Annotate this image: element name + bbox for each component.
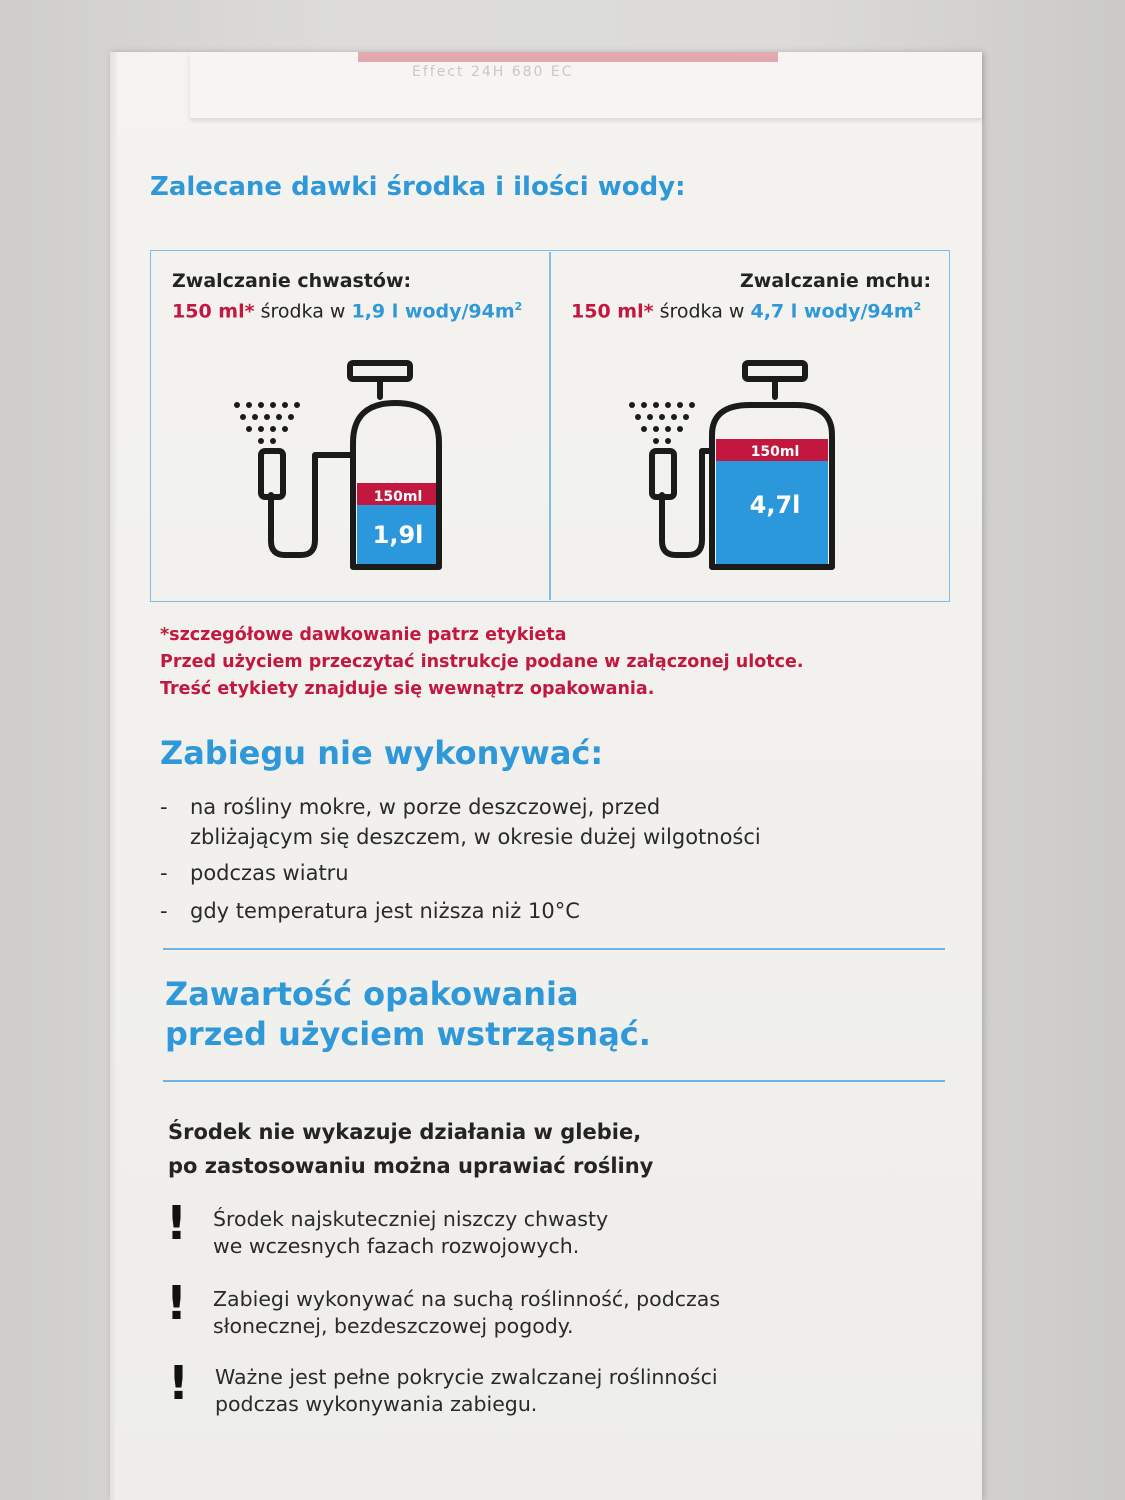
soil-line: Środek nie wykazuje działania w glebie,	[168, 1120, 642, 1144]
soil-notice	[168, 1115, 653, 1183]
weeds-water: 1,9 l wody/94m	[351, 300, 515, 323]
weeds-title: Zwalczanie chwastów:	[172, 270, 412, 292]
sprayer-weeds-icon	[225, 355, 465, 580]
divider	[163, 948, 945, 950]
moss-amount: 150 ml*	[571, 300, 654, 323]
moss-agent-label: 150ml	[750, 444, 800, 460]
do-not-dash: -	[160, 899, 168, 923]
sprayer-moss-icon	[620, 355, 860, 580]
tip	[213, 1286, 720, 1340]
panel-divider	[549, 252, 551, 600]
do-not-item	[190, 792, 761, 852]
do-not-item: gdy temperatura jest niższa niż 10°C	[190, 899, 580, 923]
exclamation-icon: !	[166, 1276, 187, 1330]
weeds-amount: 150 ml*	[172, 300, 255, 323]
shake-notice	[165, 974, 651, 1054]
dose-heading: Zalecane dawki środka i ilości wody:	[150, 172, 686, 202]
flap-red-logo-strip	[358, 52, 778, 62]
warning-line: *szczegółowe dawkowanie patrz etykieta	[160, 625, 567, 645]
do-not-item-line: zbliżającym się deszczem, w okresie dużej wilgotności	[190, 825, 761, 849]
tip	[215, 1364, 718, 1418]
moss-dose-line	[571, 300, 921, 322]
moss-middle: środka w	[653, 300, 751, 323]
tip-line: we wczesnych fazach rozwojowych.	[213, 1234, 580, 1258]
moss-sup: 2	[913, 300, 922, 313]
do-not-item: podczas wiatru	[190, 861, 349, 885]
moss-water: 4,7 l wody/94m	[750, 300, 914, 323]
flap-product-name: Effect 24H 680 EC	[412, 64, 574, 80]
do-not-dash: -	[160, 861, 168, 885]
box-edge	[110, 52, 118, 1500]
tip-line: Zabiegi wykonywać na suchą roślinność, podczas	[213, 1287, 721, 1311]
moss-water-label: 4,7l	[749, 491, 801, 519]
weeds-middle: środka w	[254, 300, 352, 323]
do-not-item-line: na rośliny mokre, w porze deszczowej, przed	[190, 795, 661, 819]
weeds-sup: 2	[514, 300, 523, 313]
tip-line: Środek najskuteczniej niszczy chwasty	[213, 1207, 609, 1231]
exclamation-icon: !	[166, 1196, 187, 1250]
soil-line: po zastosowaniu można uprawiać rośliny	[168, 1154, 654, 1178]
tip-line: podczas wykonywania zabiegu.	[215, 1392, 538, 1416]
warning-line: Treść etykiety znajduje się wewnątrz opakowania.	[160, 679, 655, 699]
tip	[213, 1206, 608, 1260]
tip-line: słonecznej, bezdeszczowej pogody.	[213, 1314, 574, 1338]
exclamation-icon: !	[168, 1356, 189, 1410]
tip-line: Ważne jest pełne pokrycie zwalczanej roślinności	[215, 1365, 718, 1389]
do-not-heading: Zabiegu nie wykonywać:	[160, 734, 604, 772]
shake-line: Zawartość opakowania	[165, 975, 579, 1013]
warning-line: Przed użyciem przeczytać instrukcje podane w załączonej ulotce.	[160, 652, 804, 672]
weeds-agent-label: 150ml	[373, 489, 423, 505]
do-not-dash: -	[160, 795, 168, 819]
label-warnings	[160, 622, 803, 703]
shake-line: przed użyciem wstrząsnąć.	[165, 1015, 651, 1053]
divider	[163, 1080, 945, 1082]
weeds-dose-line	[172, 300, 522, 322]
moss-title: Zwalczanie mchu:	[740, 270, 932, 292]
weeds-water-label: 1,9l	[372, 521, 424, 549]
